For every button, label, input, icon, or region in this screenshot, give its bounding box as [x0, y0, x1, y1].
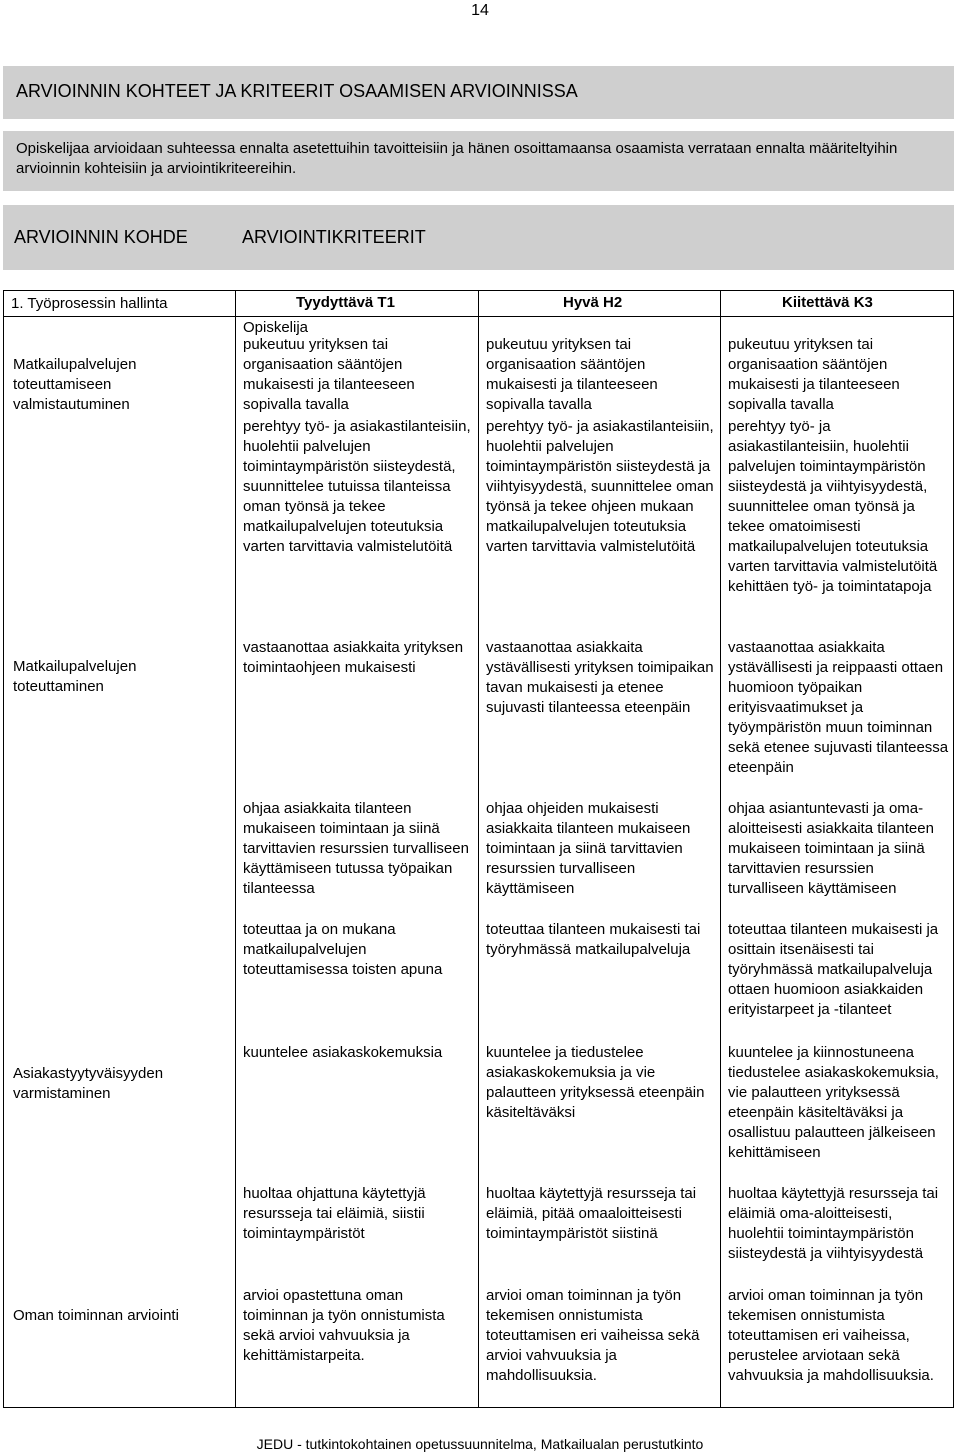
target-cell: Matkailupalvelujen toteuttaminen	[13, 658, 137, 695]
t1-criterion: perehtyy työ- ja asiakastilanteisiin, huolehtii palvelujen toimintaympäristön siisteydestä, suunnittelee tutuissa tilanteissa oman työnsä ja tekee matkailupalvelujen toteutuksia varten tarvittavia valmistelutöitä	[243, 418, 471, 555]
t1-criterion: kuuntelee asiakaskokemuksia	[243, 1044, 443, 1061]
page-number: 14	[471, 2, 489, 19]
h2-criterion: ohjaa ohjeiden mukaisesti asiakkaita tilanteen mukaiseen toimintaan ja siinä tarvittavien resurssien turvalliseen käyttämiseen	[486, 800, 691, 897]
table-divider	[235, 290, 236, 1408]
target-cell: Matkailupalvelujen toteuttamiseen valmistautuminen	[13, 356, 137, 413]
grade-t1-header: Tyydyttävä T1	[296, 294, 395, 311]
k3-criterion: pukeutuu yrityksen tai organisaation sääntöjen mukaisesti ja tilanteeseen sopivalla tavalla	[728, 336, 900, 413]
t1-criterion: arvioi opastettuna oman toiminnan ja työn onnistumista sekä arvioi vahvuuksia ja kehittämistarpeita.	[243, 1287, 445, 1364]
target-column-title: ARVIOINNIN KOHDE	[14, 227, 188, 247]
k3-criterion: ohjaa asiantuntevasti ja oma-aloitteisesti asiakkaita tilanteen mukaiseen toimintaan ja siinä tarvittavien resurssien turvalliseen käyttämiseen	[728, 800, 934, 897]
k3-criterion: vastaanottaa asiakkaita ystävällisesti ja reippaasti ottaen huomioon työpaikan erityisvaatimukset ja työympäristön muun toiminnan sekä etenee sujuvasti tilanteessa eteenpäin	[728, 639, 949, 776]
column-titles-panel	[3, 205, 954, 270]
h2-criterion: kuuntelee ja tiedustelee asiakaskokemuksia ja vie palautteen yrityksessä eteenpäin käsiteltäväksi	[486, 1044, 705, 1121]
table-divider	[720, 290, 721, 1408]
k3-criterion: arvioi oman toiminnan ja työn tekemisen onnistumista toteuttamisen eri vaiheissa, perustelee arviotaan sekä vahvuuksia ja mahdollisuuksia.	[728, 1287, 934, 1384]
grade-h2-header: Hyvä H2	[563, 294, 623, 311]
page-heading: ARVIOINNIN KOHTEET JA KRITEERIT OSAAMISEN ARVIOINNISSA	[16, 81, 578, 101]
h2-criterion: vastaanottaa asiakkaita ystävällisesti yrityksen toimipaikan tavan mukaisesti ja etenee sujuvasti tilanteessa eteenpäin	[486, 639, 714, 716]
t1-criterion: huoltaa ohjattuna käytettyjä resursseja tai eläimiä, siistii toimintaympäristöt	[243, 1185, 426, 1242]
h2-criterion: toteuttaa tilanteen mukaisesti tai työryhmässä matkailupalveluja	[486, 921, 701, 958]
t1-criterion: toteuttaa ja on mukana matkailupalvelujen toteuttamisessa toisten apuna	[243, 921, 443, 978]
student-label: Opiskelija	[243, 319, 309, 336]
k3-criterion: perehtyy työ- ja asiakastilanteisiin, huolehtii palvelujen toimintaympäristön siisteydestä ja viihtyisyydestä, suunnittelee oman työnsä ja tekee omatoimisesti matkailupalvelujen toteutuksia varten tarvittavia valmistelutöitä kehittäen työ- ja toimintatapoja	[728, 418, 938, 595]
section-title: 1. Työprosessin hallinta	[11, 295, 168, 312]
k3-criterion: toteuttaa tilanteen mukaisesti ja osittain itsenäisesti tai työryhmässä matkailupalveluja ottaen huomioon asiakkaiden erityistarpeet ja -tilanteet	[728, 921, 939, 1018]
t1-criterion: vastaanottaa asiakkaita yrityksen toimintaohjeen mukaisesti	[243, 639, 464, 676]
h2-criterion: pukeutuu yrityksen tai organisaation sääntöjen mukaisesti ja tilanteeseen sopivalla tavalla	[486, 336, 658, 413]
heading-panel	[3, 66, 954, 119]
grade-k3-header: Kiitettävä K3	[782, 294, 873, 311]
table-header-divider	[3, 316, 954, 317]
k3-criterion: kuuntelee ja kiinnostuneena tiedustelee asiakaskokemuksia, vie palautteen yrityksessä eteenpäin käsiteltäväksi ja osallistuu palautteen jälkeiseen kehittämiseen	[728, 1044, 939, 1161]
table-divider	[478, 290, 479, 1408]
h2-criterion: perehtyy työ- ja asiakastilanteisiin, huolehtii palvelujen toimintaympäristön siisteydestä ja viihtyisyydestä, suunnittelee oman työnsä ja tekee ohjeen mukaan matkailupalvelujen toteutuksia varten tarvittavia valmistelutöitä	[486, 418, 714, 555]
h2-criterion: arvioi oman toiminnan ja työn tekemisen onnistumista toteuttamisen eri vaiheissa sekä arvioi vahvuuksia ja mahdollisuuksia.	[486, 1287, 700, 1384]
intro-panel	[3, 131, 954, 191]
criteria-column-title: ARVIOINTIKRITEERIT	[242, 227, 426, 247]
target-cell: Oman toiminnan arviointi	[13, 1307, 179, 1324]
intro-text: Opiskelijaa arvioidaan suhteessa ennalta asetettuihin tavoitteisiin ja hänen osoittamaansa osaamista verrataan ennalta määriteltyihin arvioinnin kohteisiin ja arviointikriteereihin.	[16, 140, 898, 177]
h2-criterion: huoltaa käytettyjä resursseja tai eläimiä, pitää omaaloitteisesti toimintaympäristöt siistinä	[486, 1185, 697, 1242]
target-cell: Asiakastyytyväisyyden varmistaminen	[13, 1065, 164, 1102]
k3-criterion: huoltaa käytettyjä resursseja tai eläimiä oma-aloitteisesti, huolehtii toimintaympäristön siisteydestä ja viihtyisyydestä	[728, 1185, 939, 1262]
t1-criterion: ohjaa asiakkaita tilanteen mukaiseen toimintaan ja siinä tarvittavien resurssien turvalliseen käyttämiseen tutussa työpaikan tilanteessa	[243, 800, 469, 897]
page-footer: JEDU - tutkintokohtainen opetussuunnitelma, Matkailualan perustutkinto	[256, 1436, 704, 1452]
t1-criterion: pukeutuu yrityksen tai organisaation sääntöjen mukaisesti ja tilanteeseen sopivalla tavalla	[243, 336, 415, 413]
